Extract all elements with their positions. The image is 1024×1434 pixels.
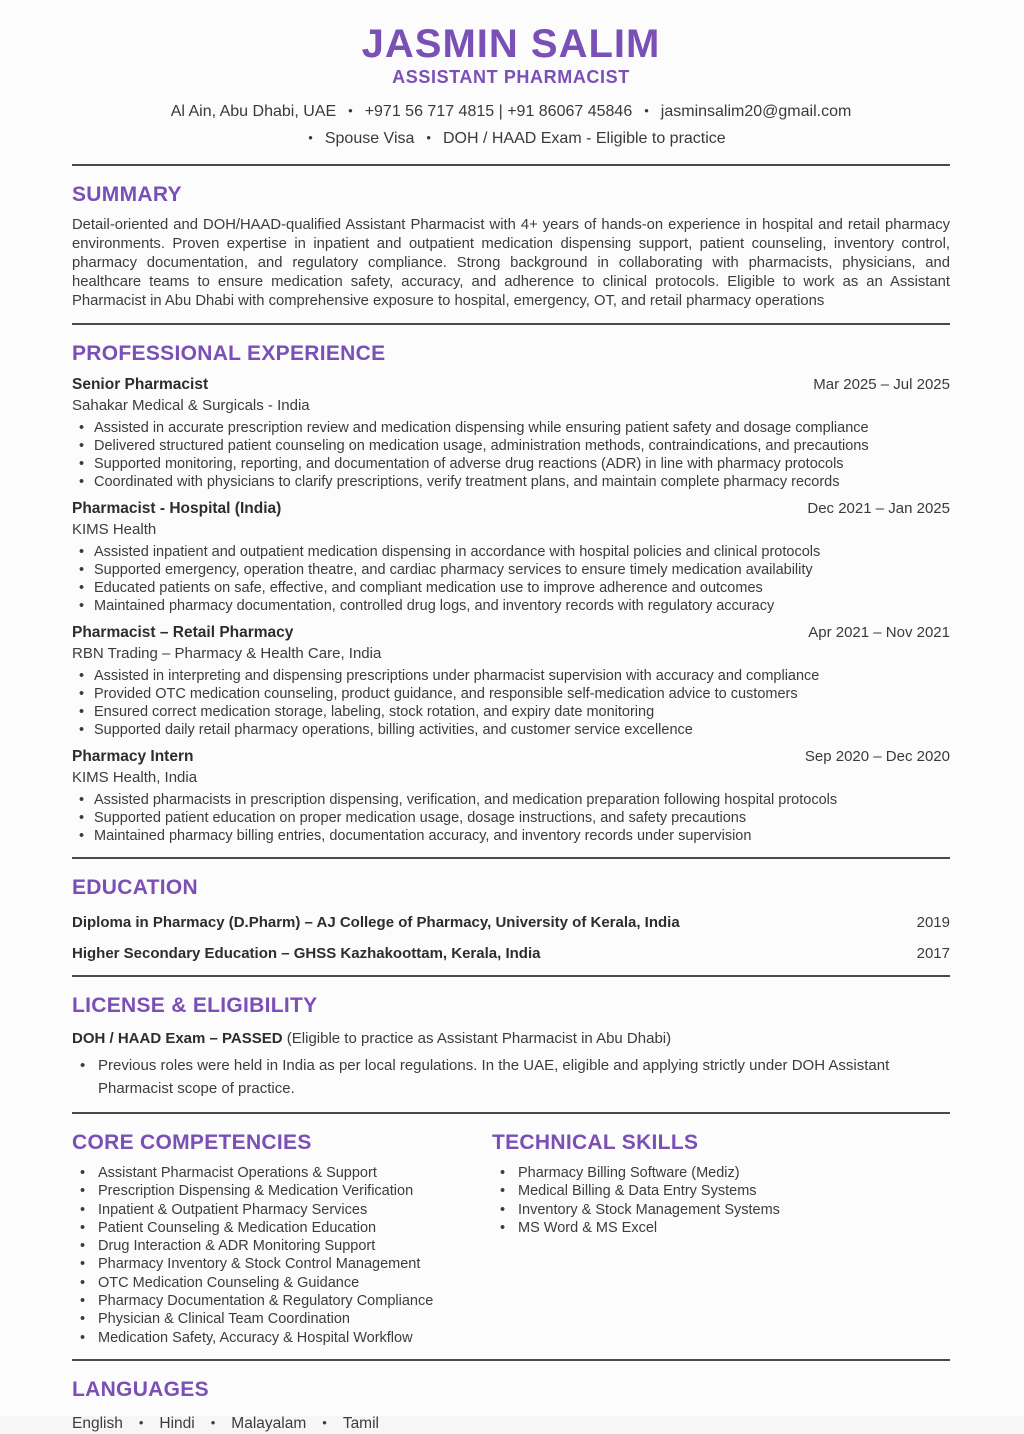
- separator-dot: •: [348, 103, 353, 118]
- candidate-name: JASMIN SALIM: [361, 22, 661, 66]
- job-entry: [72, 623, 950, 739]
- competency-item: • Patient Counseling & Medication Education: [72, 1219, 492, 1237]
- license-status-bold: DOH / HAAD Exam – PASSED: [72, 1030, 283, 1047]
- core-competencies-column: [72, 1114, 492, 1347]
- contact-email: jasminsalim20@gmail.com: [660, 103, 852, 120]
- competency-item: • Physician & Clinical Team Coordination: [72, 1310, 492, 1328]
- education-year: 2017: [916, 945, 950, 962]
- contact-line-1: [72, 98, 950, 125]
- job-bullet: • Educated patients on safe, effective, and compliant medication use to improve adherence and outcomes: [72, 579, 950, 597]
- license-status: [72, 1029, 950, 1048]
- education-entry: [72, 913, 950, 932]
- language-item: Malayalam: [231, 1414, 307, 1432]
- job-bullet: • Maintained pharmacy billing entries, documentation accuracy, and inventory records under supervision: [72, 827, 950, 845]
- job-bullet: • Supported emergency, operation theatre, and cardiac pharmacy services to ensure timely medication availability: [72, 561, 950, 579]
- separator-dot: •: [210, 1414, 216, 1430]
- core-competencies-heading: CORE COMPETENCIES: [72, 1131, 312, 1154]
- competency-item: • Inpatient & Outpatient Pharmacy Services: [72, 1201, 492, 1219]
- competency-item: • OTC Medication Counseling & Guidance: [72, 1274, 492, 1292]
- competency-item: • Assistant Pharmacist Operations & Support: [72, 1164, 492, 1182]
- section-divider: [72, 975, 950, 977]
- section-divider: [72, 857, 950, 859]
- job-bullet-list: [72, 667, 950, 739]
- eligibility-note: DOH / HAAD Exam - Eligible to practice: [442, 130, 726, 147]
- language-item: English: [72, 1414, 123, 1432]
- job-bullet-list: [72, 543, 950, 615]
- skill-item: • Pharmacy Billing Software (Mediz): [492, 1164, 950, 1182]
- job-head: [72, 375, 950, 394]
- license-bullet: • Previous roles were held in India as per local regulations. In the UAE, eligible and applying strictly under DOH Assistant Pharmacist scope of practice.: [72, 1054, 950, 1100]
- language-item: Tamil: [342, 1414, 379, 1432]
- job-entry: [72, 499, 950, 615]
- job-bullet: • Supported patient education on proper medication usage, dosage instructions, and safety precautions: [72, 809, 950, 827]
- job-bullet-list: [72, 419, 950, 491]
- education-title: Diploma in Pharmacy (D.Pharm) – AJ College of Pharmacy, University of Kerala, India: [72, 914, 680, 931]
- job-bullet: • Delivered structured patient counseling on medication usage, administration methods, contraindications, and precautions: [72, 437, 950, 455]
- job-bullet-list: [72, 791, 950, 845]
- job-bullet: • Assisted in interpreting and dispensing prescriptions under pharmacist supervision with accuracy and compliance: [72, 667, 950, 685]
- skills-columns: [72, 1114, 950, 1347]
- license-status-rest: (Eligible to practice as Assistant Pharmacist in Abu Dhabi): [282, 1030, 672, 1047]
- core-competencies-list: [72, 1164, 492, 1347]
- competency-item: • Drug Interaction & ADR Monitoring Support: [72, 1237, 492, 1255]
- skill-item: • Medical Billing & Data Entry Systems: [492, 1182, 950, 1200]
- job-head: [72, 499, 950, 518]
- skill-item: • MS Word & MS Excel: [492, 1219, 950, 1237]
- separator-dot: •: [138, 1414, 144, 1430]
- skill-item: • Inventory & Stock Management Systems: [492, 1201, 950, 1219]
- education-title: Higher Secondary Education – GHSS Kazhakoottam, Kerala, India: [72, 945, 541, 962]
- competency-item: • Pharmacy Inventory & Stock Control Management: [72, 1255, 492, 1273]
- job-head: [72, 747, 950, 766]
- job-title: Pharmacist - Hospital (India): [72, 500, 282, 517]
- job-bullet: • Provided OTC medication counseling, product guidance, and responsible self-medication advice to customers: [72, 685, 950, 703]
- job-bullet: • Assisted inpatient and outpatient medication dispensing in accordance with hospital policies and clinical protocols: [72, 543, 950, 561]
- separator-dot: •: [644, 103, 649, 118]
- job-dates: Mar 2025 – Jul 2025: [813, 376, 950, 393]
- experience-heading: PROFESSIONAL EXPERIENCE: [72, 342, 386, 365]
- job-bullet: • Ensured correct medication storage, labeling, stock rotation, and expiry date monitoring: [72, 703, 950, 721]
- contact-line-2: [72, 125, 950, 152]
- job-title: Pharmacist – Retail Pharmacy: [72, 624, 294, 641]
- job-bullet: • Assisted pharmacists in prescription dispensing, verification, and medication preparation following hospital protocols: [72, 791, 950, 809]
- competency-item: • Medication Safety, Accuracy & Hospital Workflow: [72, 1329, 492, 1347]
- job-company: Sahakar Medical & Surgicals - India: [72, 397, 310, 414]
- technical-skills-heading: TECHNICAL SKILLS: [492, 1131, 699, 1154]
- education-year: 2019: [916, 914, 950, 931]
- job-company: KIMS Health, India: [72, 769, 198, 786]
- job-entry: [72, 747, 950, 845]
- section-divider: [72, 1359, 950, 1361]
- job-company: RBN Trading – Pharmacy & Health Care, India: [72, 645, 382, 662]
- section-divider: [72, 323, 950, 325]
- candidate-title: ASSISTANT PHARMACIST: [392, 67, 630, 87]
- contact-location: Al Ain, Abu Dhabi, UAE: [170, 103, 337, 120]
- technical-skills-column: [492, 1114, 950, 1347]
- visa-status: Spouse Visa: [324, 130, 415, 147]
- education-entry: [72, 944, 950, 963]
- separator-dot: •: [308, 130, 313, 145]
- job-bullet: • Coordinated with physicians to clarify prescriptions, verify treatment plans, and maintain complete pharmacy records: [72, 473, 950, 491]
- job-dates: Apr 2021 – Nov 2021: [808, 624, 950, 641]
- contact-phones: +971 56 717 4815 | +91 86067 45846: [364, 103, 633, 120]
- job-dates: Dec 2021 – Jan 2025: [807, 500, 950, 517]
- job-entry: [72, 375, 950, 491]
- job-bullet: • Supported daily retail pharmacy operations, billing activities, and customer service excellence: [72, 721, 950, 739]
- competency-item: • Prescription Dispensing & Medication Verification: [72, 1182, 492, 1200]
- license-heading: LICENSE & ELIGIBILITY: [72, 994, 318, 1017]
- job-bullet: • Supported monitoring, reporting, and documentation of adverse drug reactions (ADR) in line with pharmacy protocols: [72, 455, 950, 473]
- license-bullet-list: [72, 1054, 950, 1100]
- separator-dot: •: [322, 1414, 327, 1430]
- job-title: Pharmacy Intern: [72, 748, 194, 765]
- job-dates: Sep 2020 – Dec 2020: [804, 748, 950, 765]
- summary-heading: SUMMARY: [72, 183, 182, 206]
- languages-row: [72, 1413, 950, 1434]
- contact-block: [72, 98, 950, 152]
- education-heading: EDUCATION: [72, 876, 198, 899]
- job-bullet: • Maintained pharmacy documentation, controlled drug logs, and inventory records with regulatory accuracy: [72, 597, 950, 615]
- technical-skills-list: [492, 1164, 950, 1237]
- job-bullet: • Assisted in accurate prescription review and medication dispensing while ensuring patient safety and dosage compliance: [72, 419, 950, 437]
- languages-heading: LANGUAGES: [72, 1377, 209, 1401]
- separator-dot: •: [426, 130, 431, 145]
- language-item: Hindi: [159, 1414, 195, 1432]
- job-head: [72, 623, 950, 642]
- section-divider: [72, 164, 950, 166]
- summary-text: Detail-oriented and DOH/HAAD-qualified Assistant Pharmacist with 4+ years of hands-on experience in hospital and retail pharmacy environments. Proven expertise in inpatient and outpatient medication dispensing support, patient counseling, inventory control, pharmacy documentation, and regulatory compliance. Strong background in collaborating with pharmacists, physicians, and healthcare teams to ensure medication safety, accuracy, and adherence to clinical protocols. Eligible to work as an Assistant Pharmacist in Abu Dhabi with comprehensive exposure to hospital, emergency, OT, and retail pharmacy operations: [72, 217, 950, 309]
- job-title: Senior Pharmacist: [72, 376, 209, 393]
- job-company: KIMS Health: [72, 521, 157, 538]
- competency-item: • Pharmacy Documentation & Regulatory Compliance: [72, 1292, 492, 1310]
